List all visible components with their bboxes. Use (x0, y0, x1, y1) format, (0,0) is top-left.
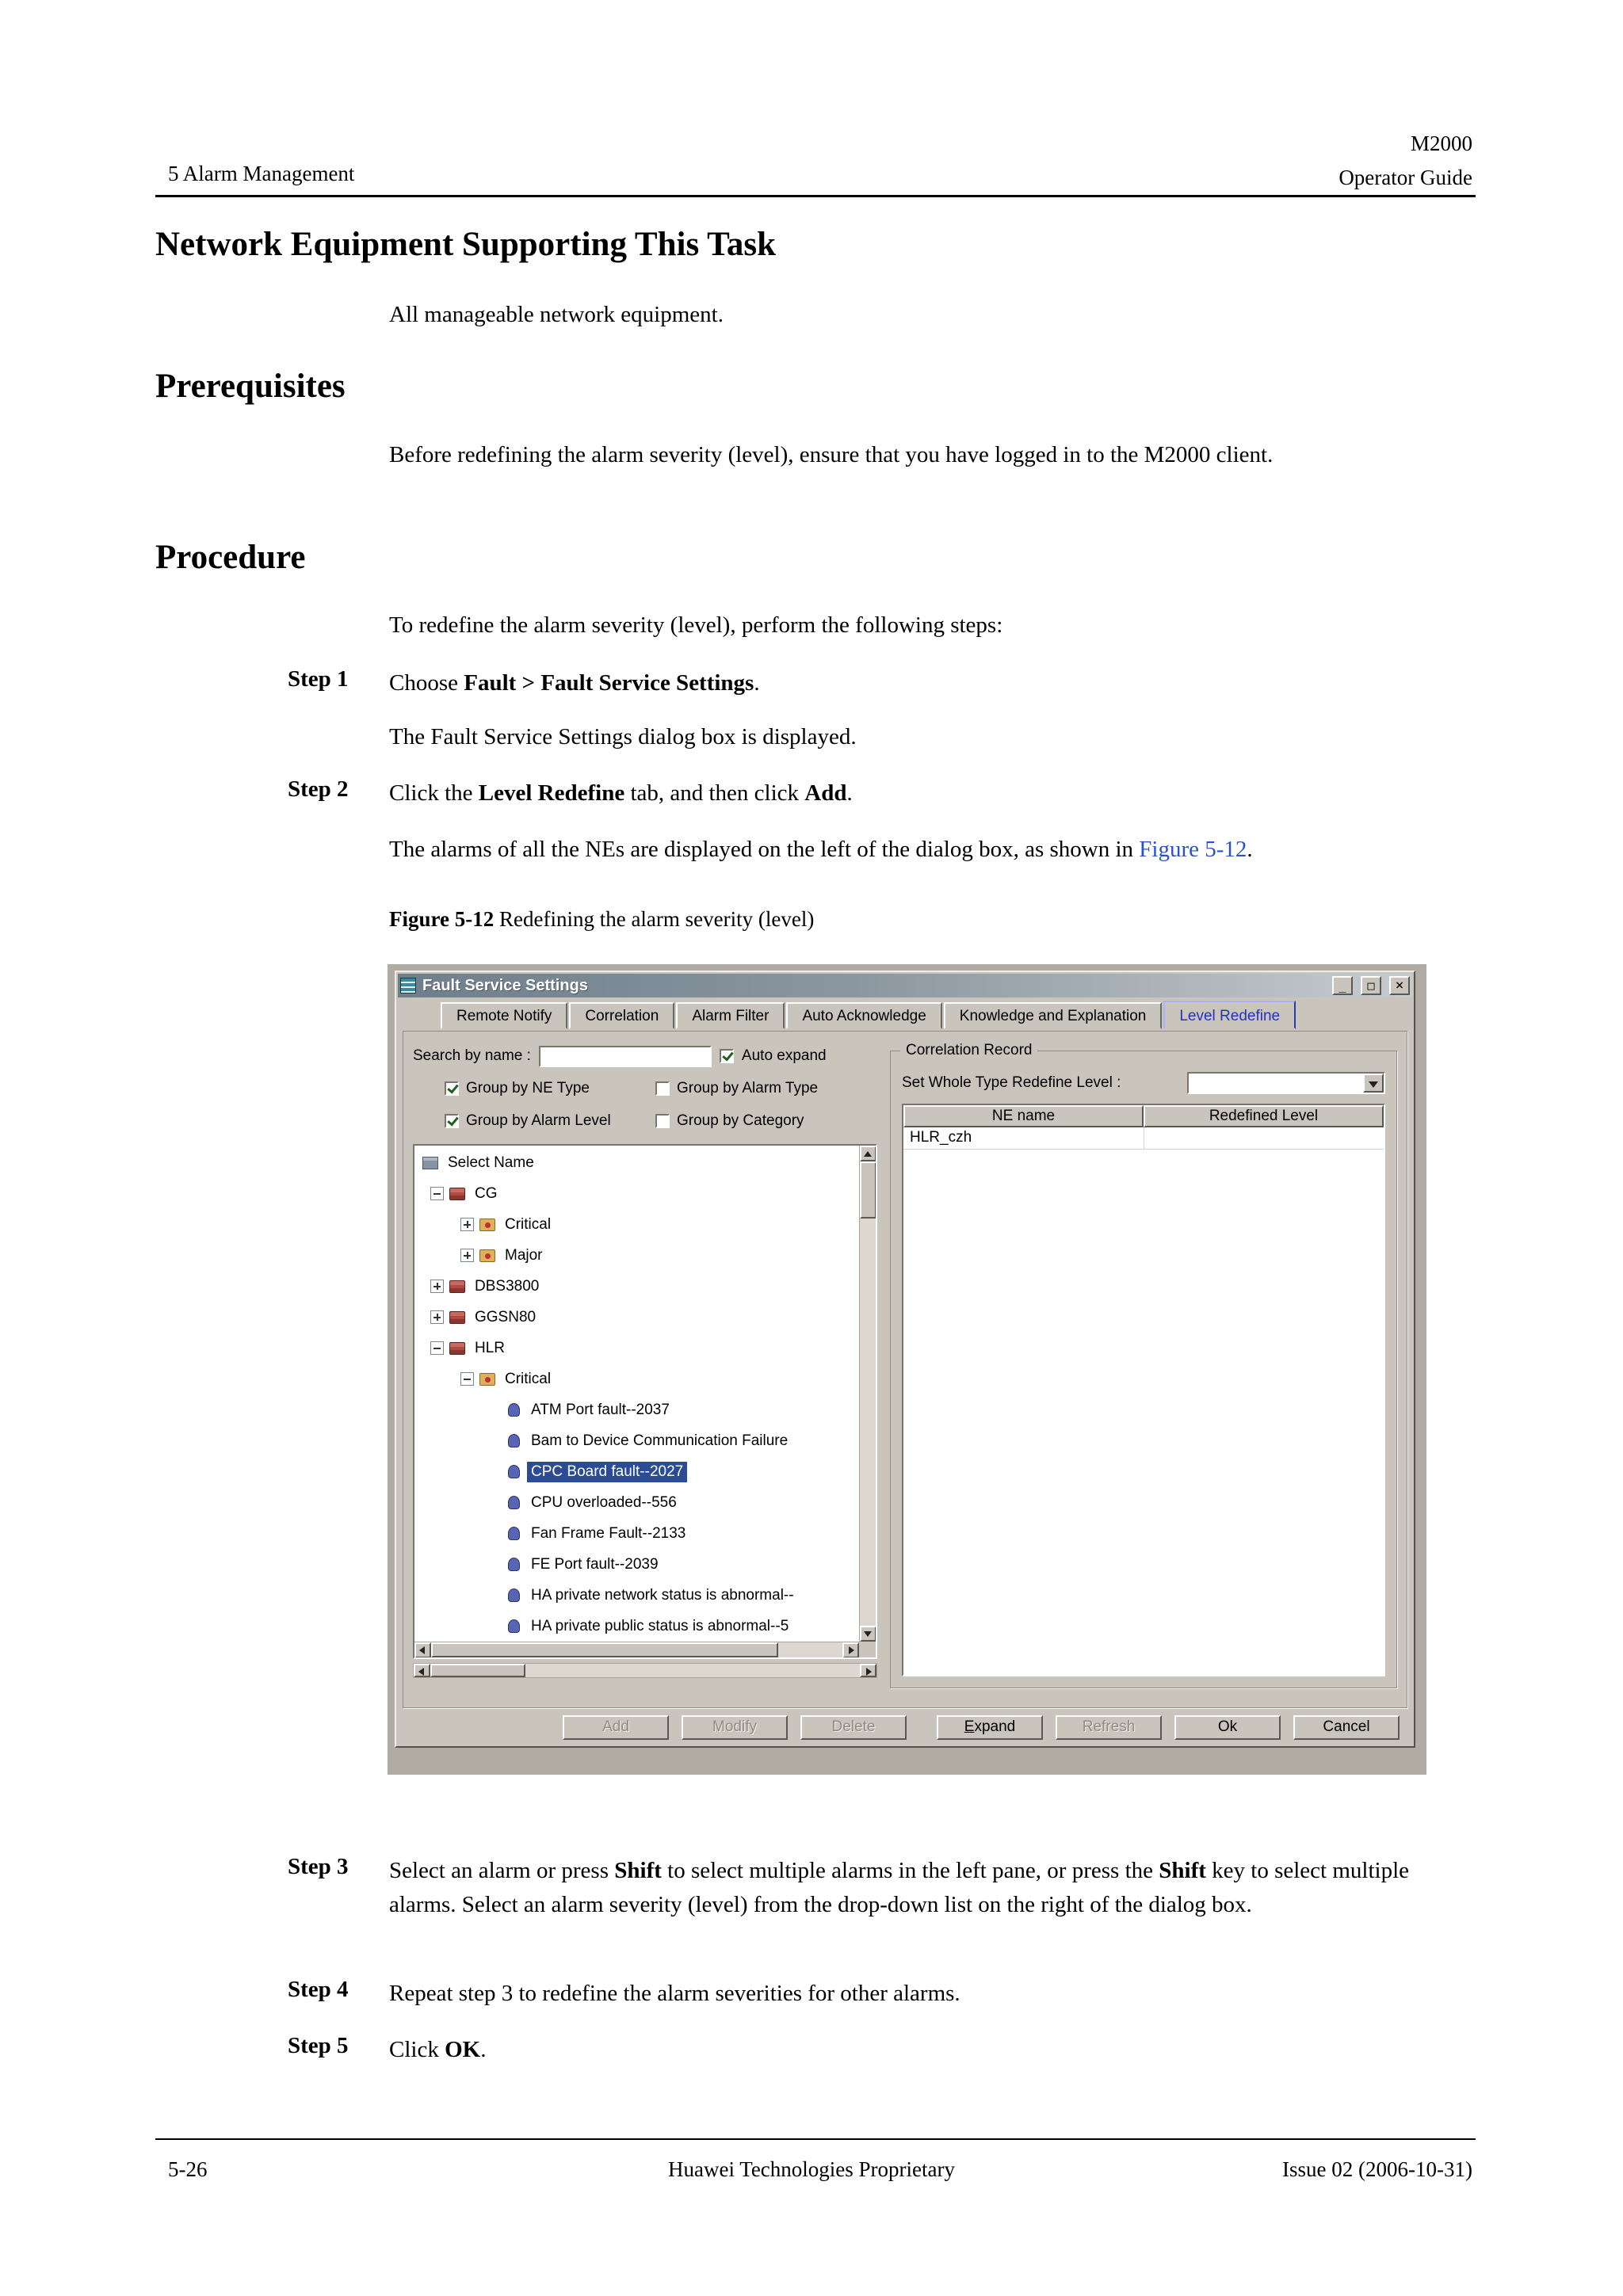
ok-button[interactable]: Ok (1174, 1715, 1281, 1740)
add-button[interactable]: Add (563, 1715, 669, 1740)
minimize-icon[interactable]: _ (1332, 976, 1353, 995)
dialog-button-bar (396, 1708, 1414, 1746)
group-by-ne-type-label: Group by NE Type (466, 1080, 590, 1097)
tree-item-alarm[interactable]: HA private public status is abnormal--5 (414, 1611, 859, 1642)
tab-auto-acknowledge[interactable]: Auto Acknowledge (786, 1002, 941, 1029)
ne-icon (449, 1342, 465, 1355)
collapse-icon[interactable] (460, 1372, 474, 1386)
figure-caption: Figure 5-12 Redefining the alarm severity (level) (389, 907, 815, 931)
section-heading-prerequisites: Prerequisites (155, 368, 346, 405)
figure-5-12-link[interactable]: Figure 5-12 (1139, 837, 1247, 862)
tree-item-alarm[interactable]: ATM Port fault--2037 (414, 1394, 859, 1425)
tree-root[interactable]: Select Name (414, 1147, 859, 1178)
footer-rule (155, 2138, 1476, 2140)
step-3-text: Select an alarm or press Shift to select multiple alarms in the left pane, or press the Shift key to select multiple alarms. Select an alarm severity (level) from the drop-down list on the right of the dialog box. (389, 1858, 1409, 1917)
scroll-left-icon[interactable] (414, 1642, 431, 1658)
group-checkbox-row-2 (413, 1108, 877, 1135)
tree-item-alarm[interactable]: Fan Frame Fault--2133 (414, 1518, 859, 1549)
tree-item-alarm[interactable]: CPU overloaded--556 (414, 1487, 859, 1518)
panel-horizontal-scrollbar[interactable] (413, 1663, 877, 1678)
page-number: 5-26 (168, 2157, 208, 2181)
alarm-tree (413, 1144, 877, 1659)
group-by-category-checkbox[interactable] (655, 1114, 670, 1128)
expand-icon[interactable] (430, 1310, 444, 1324)
group-by-ne-type-checkbox[interactable] (445, 1081, 459, 1096)
expand-icon[interactable] (460, 1249, 474, 1262)
search-row (413, 1043, 877, 1070)
tree-item-hlr-critical[interactable]: Critical (414, 1363, 859, 1394)
running-header-section: 5 Alarm Management (168, 162, 355, 185)
combobox-value (1189, 1074, 1363, 1093)
tree-item-ggsn80[interactable]: GGSN80 (414, 1302, 859, 1333)
expand-icon[interactable] (460, 1218, 474, 1231)
correlation-record-panel (890, 1042, 1397, 1688)
step-3-label: Step 3 (288, 1854, 349, 1879)
ne-icon (449, 1311, 465, 1324)
network-equipment-body: All manageable network equipment. (389, 302, 724, 327)
scroll-right-icon[interactable] (860, 1664, 876, 1677)
dialog-title: Fault Service Settings (422, 976, 588, 994)
scroll-up-icon[interactable] (860, 1146, 876, 1161)
product-name: M2000 (1410, 132, 1472, 155)
dialog-icon (400, 978, 416, 994)
tab-knowledge-and-explanation[interactable]: Knowledge and Explanation (944, 1002, 1163, 1029)
tab-correlation[interactable]: Correlation (569, 1002, 674, 1029)
tree-item-cg[interactable]: CG (414, 1178, 859, 1209)
scroll-down-icon[interactable] (860, 1626, 876, 1642)
group-by-alarm-level-checkbox[interactable] (445, 1114, 459, 1128)
step-5-text: Click OK. (389, 2037, 487, 2062)
search-by-name-label: Search by name : (413, 1047, 531, 1064)
header-rule (155, 195, 1476, 197)
expand-button[interactable]: Expand (937, 1715, 1043, 1740)
fault-service-settings-dialog (395, 971, 1415, 1748)
horizontal-scrollbar-thumb[interactable] (431, 1642, 778, 1657)
set-whole-type-redefine-level-label: Set Whole Type Redefine Level : (902, 1074, 1121, 1091)
alarm-icon (508, 1496, 520, 1509)
alarm-icon (508, 1465, 520, 1478)
group-checkbox-row-1 (413, 1075, 877, 1102)
close-icon[interactable]: × (1389, 976, 1410, 995)
procedure-intro: To redefine the alarm severity (level), perform the following steps: (389, 612, 1003, 638)
step-4-text: Repeat step 3 to redefine the alarm severities for other alarms. (389, 1981, 960, 2006)
alarm-icon (508, 1434, 520, 1447)
tree-item-alarm-selected[interactable]: CPC Board fault--2027 (414, 1456, 859, 1487)
figure-5-12-screenshot (388, 964, 1426, 1775)
tab-alarm-filter[interactable]: Alarm Filter (676, 1002, 785, 1029)
tree-item-alarm[interactable]: FE Port fault--2039 (414, 1549, 859, 1580)
dialog-tab-bar (396, 997, 1414, 1029)
tree-item-major[interactable]: Major (414, 1240, 859, 1271)
ne-icon (449, 1280, 465, 1293)
severity-icon (479, 1219, 495, 1231)
alarm-tree-rows (414, 1146, 859, 1642)
tree-item-hlr[interactable]: HLR (414, 1333, 859, 1363)
ne-icon (449, 1188, 465, 1200)
table-header (903, 1105, 1384, 1127)
alarm-icon (508, 1527, 520, 1540)
vertical-scrollbar-thumb[interactable] (860, 1161, 876, 1219)
section-heading-network-equipment: Network Equipment Supporting This Task (155, 226, 777, 263)
ne-redefine-table (902, 1104, 1385, 1676)
delete-button[interactable]: Delete (800, 1715, 907, 1740)
search-input[interactable] (539, 1046, 712, 1067)
table-row[interactable] (903, 1127, 1384, 1150)
group-by-alarm-level-label: Group by Alarm Level (466, 1112, 611, 1129)
section-heading-procedure: Procedure (155, 539, 306, 576)
cancel-button[interactable]: Cancel (1293, 1715, 1400, 1740)
tree-vertical-scrollbar[interactable] (859, 1146, 876, 1642)
column-header-ne-name[interactable]: NE name (903, 1105, 1144, 1127)
expand-icon[interactable] (430, 1280, 444, 1293)
refresh-button[interactable]: Refresh (1056, 1715, 1162, 1740)
tree-item-dbs3800[interactable]: DBS3800 (414, 1271, 859, 1302)
alarm-icon (508, 1403, 520, 1417)
scroll-right-icon[interactable] (842, 1642, 859, 1658)
step-4-label: Step 4 (288, 1977, 349, 2002)
step-2-text: Click the Level Redefine tab, and then click Add. (389, 780, 853, 806)
dialog-content (403, 1031, 1407, 1708)
step-2-label: Step 2 (288, 776, 349, 802)
horizontal-scrollbar-thumb[interactable] (430, 1664, 525, 1677)
ne-name-cell: HLR_czh (910, 1129, 972, 1146)
dialog-titlebar[interactable] (398, 974, 1412, 997)
tab-remote-notify[interactable]: Remote Notify (441, 1002, 567, 1029)
tab-level-redefine[interactable]: Level Redefine (1163, 1001, 1296, 1029)
footer-issue: Issue 02 (2006-10-31) (1282, 2157, 1472, 2181)
step-1-label: Step 1 (288, 666, 349, 692)
severity-icon (479, 1249, 495, 1262)
step-1-text: Choose Fault > Fault Service Settings. (389, 670, 760, 696)
severity-icon (479, 1373, 495, 1386)
tree-root-icon (422, 1157, 438, 1169)
chevron-down-icon[interactable] (1363, 1074, 1384, 1093)
collapse-icon[interactable] (430, 1341, 444, 1355)
alarm-icon (508, 1558, 520, 1571)
group-by-alarm-type-checkbox[interactable] (655, 1081, 670, 1096)
prerequisites-body: Before redefining the alarm severity (level), ensure that you have logged in to the M2000 client. (389, 442, 1274, 467)
column-header-redefined-level[interactable]: Redefined Level (1144, 1105, 1384, 1127)
redefine-level-row (902, 1072, 1385, 1094)
collapse-icon[interactable] (430, 1187, 444, 1200)
modify-button[interactable]: Modify (682, 1715, 788, 1740)
correlation-record-label: Correlation Record (900, 1042, 1037, 1059)
redefine-level-combobox[interactable] (1187, 1072, 1385, 1094)
maximize-icon[interactable]: □ (1361, 976, 1381, 995)
tree-item-critical[interactable]: Critical (414, 1209, 859, 1240)
alarm-tree-panel (413, 1043, 877, 1699)
step-5-label: Step 5 (288, 2033, 349, 2058)
tree-horizontal-scrollbar[interactable] (414, 1642, 859, 1657)
step-1-result: The Fault Service Settings dialog box is displayed. (389, 724, 857, 749)
group-by-category-label: Group by Category (677, 1112, 804, 1129)
scroll-left-icon[interactable] (414, 1664, 430, 1677)
auto-expand-label: Auto expand (741, 1047, 827, 1064)
redefined-level-cell (1144, 1127, 1384, 1149)
alarm-icon (508, 1589, 520, 1602)
guide-name: Operator Guide (1338, 166, 1472, 189)
scrollbar-corner (859, 1642, 876, 1657)
tree-item-alarm[interactable]: Bam to Device Communication Failure (414, 1425, 859, 1456)
step-2-result: The alarms of all the NEs are displayed on the left of the dialog box, as shown in Figure 5-12. (389, 837, 1253, 862)
running-header-right (1338, 127, 1472, 195)
tree-item-alarm[interactable]: HA private network status is abnormal-- (414, 1580, 859, 1611)
group-by-alarm-type-label: Group by Alarm Type (677, 1080, 819, 1097)
auto-expand-checkbox[interactable] (720, 1049, 734, 1063)
alarm-icon (508, 1619, 520, 1633)
footer-proprietary: Huawei Technologies Proprietary (667, 2157, 955, 2181)
